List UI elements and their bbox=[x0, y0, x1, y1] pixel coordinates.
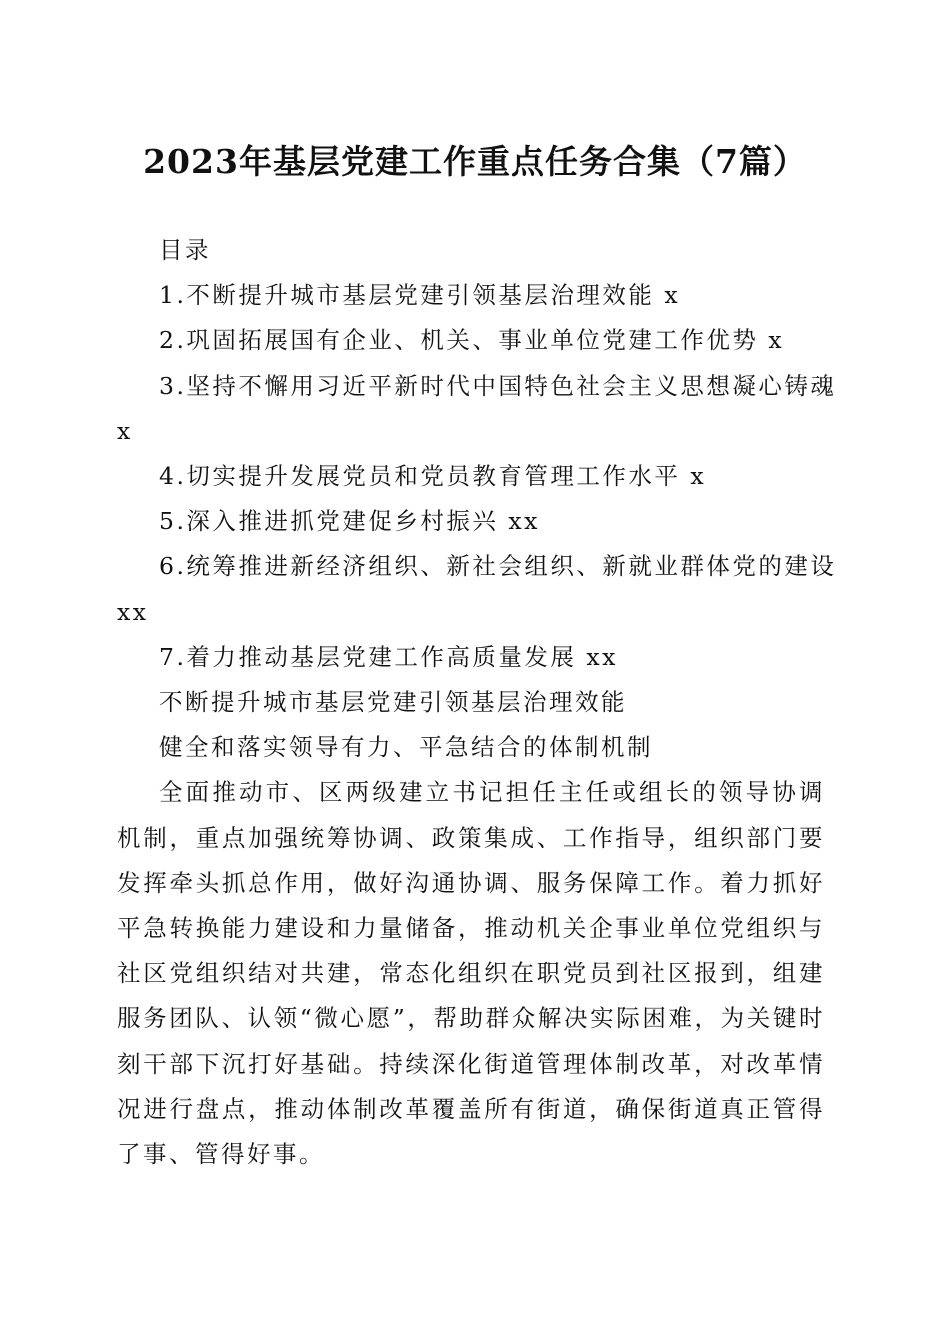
toc-item-3-continuation: x bbox=[117, 416, 133, 445]
body-paragraph: 全面推动市、区两级建立书记担任主任或组长的领导协调机制，重点加强统筹协调、政策集成、工作指导，组织部门要发挥牵头抓总作用，做好沟通协调、服务保障工作。着力抓好平急转换能力建设和力量储备，推动机关企事业单位党组织与社区党组织结对共建，常态化组织在职党员到社区报到，组建服务团队、认领“微心愿”，帮助群众解决实际困难，为关键时刻干部下沉打好基础。持续深化街道管理体制改革，对改革情况进行盘点，推动体制改革覆盖所有街道，确保街道真正管得了事、管得好事。 bbox=[117, 778, 825, 1169]
toc-item-5: 5.深入推进抓党建促乡村振兴 xx bbox=[159, 507, 540, 536]
subsection-title: 健全和落实领导有力、平急结合的体制机制 bbox=[159, 733, 653, 762]
toc-item-6: 6.统筹推进新经济组织、新社会组织、新就业群体党的建设 bbox=[159, 552, 837, 581]
document-content bbox=[117, 228, 837, 1177]
section-title: 不断提升城市基层党建引领基层治理效能 bbox=[159, 688, 627, 717]
toc-item-1: 1.不断提升城市基层党建引领基层治理效能 x bbox=[159, 281, 681, 310]
toc-item-3: 3.坚持不懈用习近平新时代中国特色社会主义思想凝心铸魂 bbox=[159, 371, 837, 400]
toc-item-2: 2.巩固拓展国有企业、机关、事业单位党建工作优势 x bbox=[159, 326, 785, 355]
toc-item-7: 7.着力推动基层党建工作高质量发展 xx bbox=[159, 642, 618, 671]
toc-heading: 目录 bbox=[159, 236, 211, 264]
document-title: 2023年基层党建工作重点任务合集（7篇） bbox=[143, 142, 807, 181]
toc-item-4: 4.切实提升发展党员和党员教育管理工作水平 x bbox=[159, 462, 707, 491]
toc-item-6-continuation: xx bbox=[117, 597, 149, 626]
